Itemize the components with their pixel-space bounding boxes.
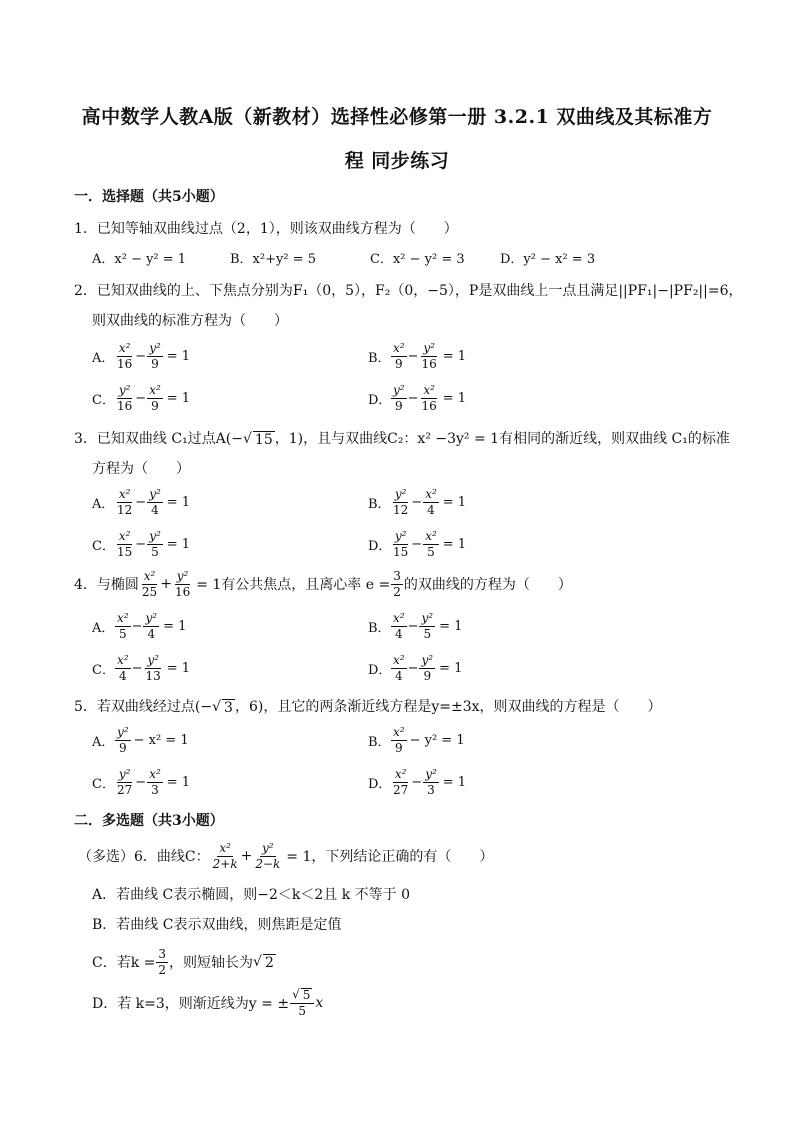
q2-stem-line1: 2．已知双曲线的上、下焦点分别为F₁（0，5），F₂（0，−5），P是双曲线上一点且满足||PF₁|−|PF₂||=6， (74, 283, 743, 299)
q3-option-b: B． $\frac{\text{y²}}{12}$ − $\frac{\text{x²}}{4}$ = 1 (368, 487, 467, 517)
doc-title-line2: 程 同步练习 (344, 150, 450, 172)
q1-option-d: D．y² − x² = 3 (500, 252, 596, 267)
q4-option-c: C． $\frac{\text{x²}}{4}$ − $\frac{\text{y²}}{13}$ = 1 (92, 653, 191, 683)
q2-option-d: D． $\frac{\text{y²}}{9}$ − $\frac{\text{x²}}{16}$ = 1 (368, 383, 467, 413)
q6-option-b: B．若曲线 C表示双曲线，则焦距是定值 (92, 917, 342, 933)
section-choice-heading: 一．选择题（共5小题） (74, 189, 224, 205)
q4-stem: 4．与椭圆 $\frac{\text{x²}}{25}$ + $\frac{\text{y²}}{16}$ = 1有公共焦点，且离心率 e = $\frac{3}{2}$ 的双曲线的方程为（ ） (74, 569, 572, 599)
q6-option-c: C．若k = $\frac{3}{2}$ ，则短轴长为 √ 2 (92, 947, 274, 977)
q5-option-c: C． $\frac{\text{y²}}{27}$ − $\frac{\text{x²}}{3}$ = 1 (92, 767, 191, 797)
q3-stem-line2: 方程为（ ） (92, 461, 190, 477)
q4-option-b: B． $\frac{\text{x²}}{4}$ − $\frac{\text{y²}}{5}$ = 1 (368, 611, 463, 641)
q1-option-c: C．x² − y² = 3 (370, 252, 465, 267)
q3-option-c: C． $\frac{\text{x²}}{15}$ − $\frac{\text{y²}}{5}$ = 1 (92, 529, 191, 559)
q4-option-a: A． $\frac{\text{x²}}{5}$ − $\frac{\text{y²}}{4}$ = 1 (92, 611, 187, 641)
q5-option-b: B． $\frac{\text{x²}}{9}$ − y² = 1 (368, 725, 465, 755)
q1-stem: 1．已知等轴双曲线过点（2，1），则该双曲线方程为（ ） (74, 221, 458, 237)
q3-option-a: A． $\frac{\text{x²}}{12}$ − $\frac{\text{y²}}{4}$ = 1 (92, 487, 191, 517)
q5-stem: 5．若双曲线经过点(−√ 3 ，6)，且它的两条渐近线方程是y=±3x，则双曲线的方程是（ ） (74, 699, 662, 716)
q5-option-a: A． $\frac{\text{y²}}{9}$ − x² = 1 (92, 725, 189, 755)
q2-stem-line2: 则双曲线的标准方程为（ ） (92, 313, 288, 329)
q1-option-b: B．x²+y² = 5 (230, 252, 316, 267)
q2-option-a: A． $\frac{\text{x²}}{16}$ − $\frac{\text{y²}}{9}$ = 1 (92, 341, 191, 371)
q6-option-a: A．若曲线 C表示椭圆，则−2＜k＜2且 k 不等于 0 (92, 887, 411, 903)
doc-title-line1: 高中数学人教A版（新教材）选择性必修第一册 3.2.1 双曲线及其标准方 (81, 106, 713, 128)
q2-option-c: C． $\frac{\text{y²}}{16}$ − $\frac{\text{x²}}{9}$ = 1 (92, 383, 191, 413)
q2-option-b: B． $\frac{\text{x²}}{9}$ − $\frac{\text{y²}}{16}$ = 1 (368, 341, 467, 371)
q4-option-d: D． $\frac{\text{x²}}{4}$ − $\frac{\text{y²}}{9}$ = 1 (368, 653, 463, 683)
q3-stem-line1: 3．已知双曲线 C₁过点A(−√ 15 ，1)，且与双曲线C₂：x² −3y² = 1有相同的渐近线，则双曲线 C₁的标准 (74, 431, 730, 448)
q6-stem: （多选）6．曲线C： $\frac{\text{x²}}{2+k}$ + $\frac{\text{y²}}{2-k}$ = 1，下列结论正确的有（ ） (78, 841, 494, 871)
q3-option-d: D． $\frac{\text{y²}}{15}$ − $\frac{\text{x²}}{5}$ = 1 (368, 529, 467, 559)
q6-option-d: D．若 k=3，则渐近线为y = ± √ 5 5 x (92, 987, 324, 1018)
q1-option-a: A．x² − y² = 1 (92, 252, 187, 267)
q5-option-d: D． $\frac{\text{x²}}{27}$ − $\frac{\text{y²}}{3}$ = 1 (368, 767, 467, 797)
section-multi-heading: 二．多选题（共3小题） (74, 813, 224, 829)
